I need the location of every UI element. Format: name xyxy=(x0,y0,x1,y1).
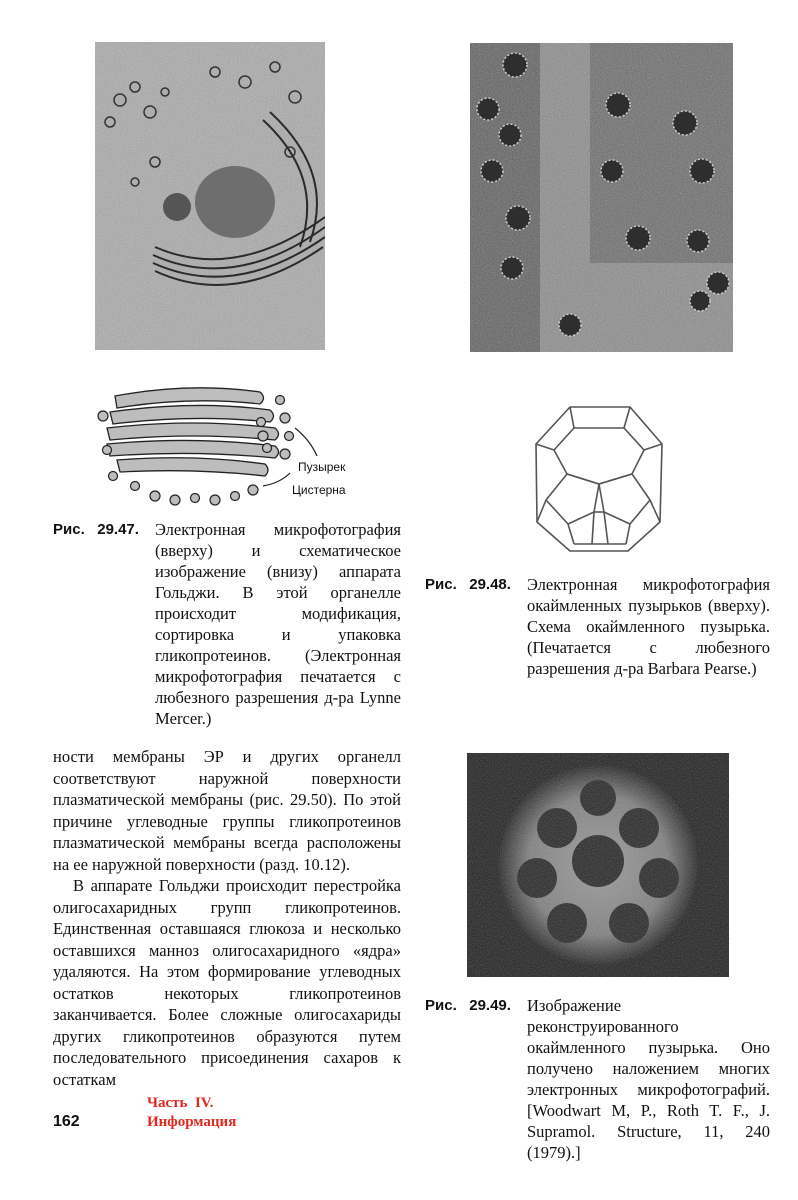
figure-label-29-48: Рис. 29.48. xyxy=(425,576,511,593)
page-number: 162 xyxy=(53,1113,80,1130)
figure-caption-29-47: Электронная микрофотография (вверху) и схематическое изображение (внизу) аппарата Гольджи. В этой органелле происходит модификация, сортировка и упаковка гликопротеинов. (Электронная микрофотография печатается с любезного разрешения д-ра Lynne Mercer.) xyxy=(155,520,401,728)
reconstructed-vesicle-image xyxy=(467,753,729,977)
golgi-diagram xyxy=(95,378,385,510)
figure-label-29-49: Рис. 29.49. xyxy=(425,997,511,1014)
golgi-micrograph xyxy=(95,42,325,350)
coated-vesicles-micrograph xyxy=(470,43,733,352)
figure-caption-29-48: Электронная микрофотография окаймленных пузырьков (вверху). Схема окаймленного пузырька. (Печатается с любезного разрешения д-ра Barbara Pearse.) xyxy=(527,575,770,678)
figure-caption-29-49: Изображение реконструированного окаймленного пузырька. Оно получено наложением многих электронных микрофотографий. [Woodwart M, P., Roth T. F., J. Supramol. Structure, 11, 240 (1979).] xyxy=(527,996,770,1162)
diagram-label-vesicle: Пузырек xyxy=(298,460,346,474)
coated-vesicle-schematic xyxy=(532,404,667,554)
figure-label-29-47: Рис. 29.47. xyxy=(53,521,139,538)
body-paragraph-1: ности мембраны ЭР и других органелл соответствуют наружной поверхности плазматической мембраны (рис. 29.50). По этой причине углеводные группы гликопротеинов плазматической мембраны всегда расположены на ее наружной поверхности (разд. 10.12). xyxy=(53,747,401,874)
diagram-label-cistern: Цистерна xyxy=(292,483,346,497)
body-paragraph-2: В аппарате Гольджи происходит перестройка олигосахаридных групп гликопротеинов. Единственная оставшаяся глюкоза и несколько оставшихся манноз олигосахаридного «ядра» удаляются. На этом формирование углеводных остатков некоторых гликопротеинов заканчивается. Более сложные олигосахариды других гликопротеинов образуются путем последовательного присоединения сахаров к остаткам xyxy=(53,876,401,1089)
footer-section-label: Информация xyxy=(147,1114,237,1130)
footer-part-label: Часть IV. xyxy=(147,1095,214,1111)
body-text xyxy=(53,746,401,1090)
